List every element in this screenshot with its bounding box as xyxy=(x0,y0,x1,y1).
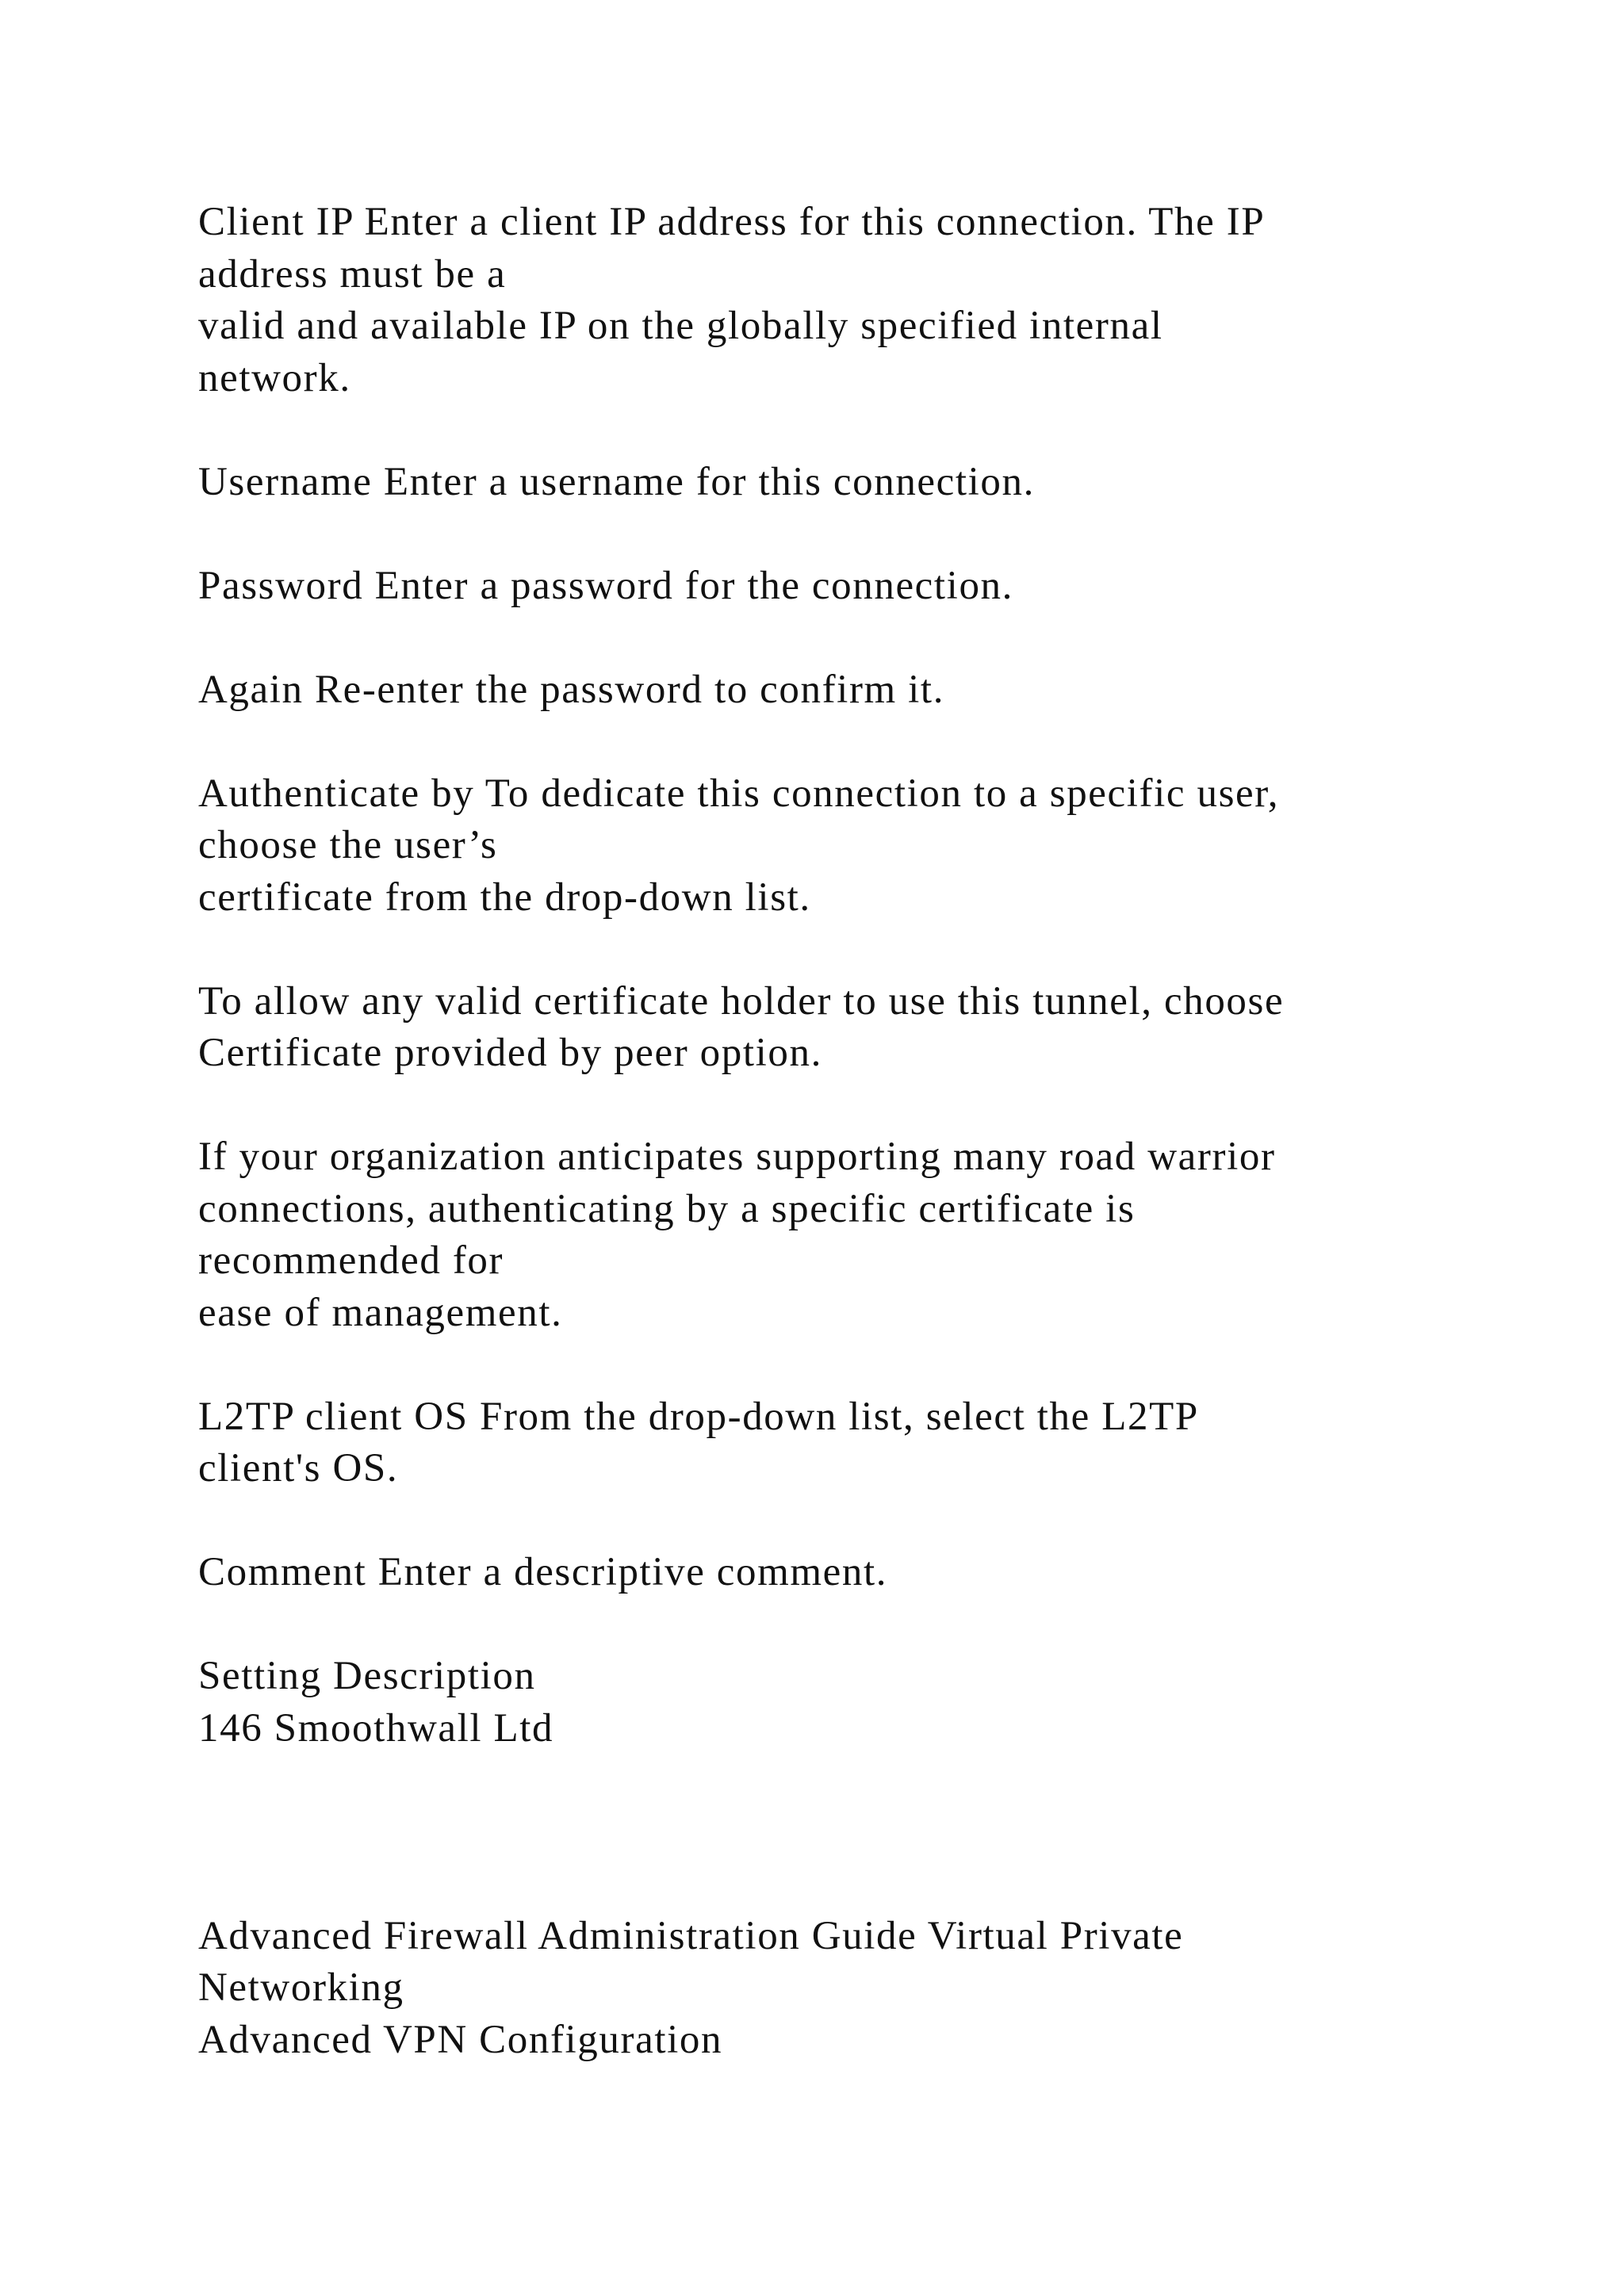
text-line: To allow any valid certificate holder to use this tunnel, choose xyxy=(198,978,1285,1024)
text-line: choose the user’s xyxy=(198,823,498,867)
allow-any-certificate-paragraph xyxy=(198,976,1483,1080)
paragraph-gap xyxy=(198,404,1483,457)
organization-recommendation-paragraph xyxy=(198,1131,1483,1339)
text-line: address must be a xyxy=(198,251,507,297)
paragraph-gap xyxy=(198,924,1483,976)
text-line: L2TP client OS From the drop-down list, select the L2TP xyxy=(198,1394,1199,1439)
paragraph-gap xyxy=(198,716,1483,768)
again-description: Again Re-enter the password to confirm it. xyxy=(198,667,945,712)
text-line: Advanced VPN Configuration xyxy=(198,2017,723,2062)
paragraph-gap xyxy=(198,1599,1483,1651)
authenticate-by-description xyxy=(198,768,1483,924)
paragraph-gap xyxy=(198,1339,1483,1391)
paragraph-gap xyxy=(198,612,1483,664)
comment-description: Comment Enter a descriptive comment. xyxy=(198,1550,888,1594)
text-line: Certificate provided by peer option. xyxy=(198,1031,822,1075)
l2tp-client-os-description xyxy=(198,1391,1483,1495)
section-gap xyxy=(198,1755,1483,1911)
text-line: ease of management. xyxy=(198,1290,563,1335)
client-ip-description xyxy=(198,197,1483,404)
text-line: connections, authenticating by a specific certificate is xyxy=(198,1186,1136,1231)
paragraph-gap xyxy=(198,1080,1483,1132)
username-description: Username Enter a username for this connection. xyxy=(198,459,1035,504)
text-line: Advanced Firewall Administration Guide Virtual Private xyxy=(198,1913,1184,1958)
text-line: If your organization anticipates supporting many road warrior xyxy=(198,1135,1276,1179)
page-number-publisher: 146 Smoothwall Ltd xyxy=(198,1705,554,1751)
paragraph-gap xyxy=(198,1495,1483,1548)
text-line: client's OS. xyxy=(198,1446,399,1490)
running-title xyxy=(198,1911,1483,2067)
document-page xyxy=(198,197,1483,2066)
text-line: certificate from the drop-down list. xyxy=(198,874,811,920)
text-line: Authenticate by To dedicate this connection to a specific user, xyxy=(198,771,1280,816)
table-header-label: Setting Description xyxy=(198,1654,536,1698)
text-line: Client IP Enter a client IP address for this connection. The IP xyxy=(198,200,1266,244)
text-line: network. xyxy=(198,355,351,400)
page-footer xyxy=(198,1651,1483,1755)
text-line: Networking xyxy=(198,1965,404,2010)
paragraph-gap xyxy=(198,508,1483,561)
text-line: recommended for xyxy=(198,1238,504,1283)
password-description: Password Enter a password for the connection. xyxy=(198,563,1014,608)
text-line: valid and available IP on the globally specified internal xyxy=(198,304,1163,348)
